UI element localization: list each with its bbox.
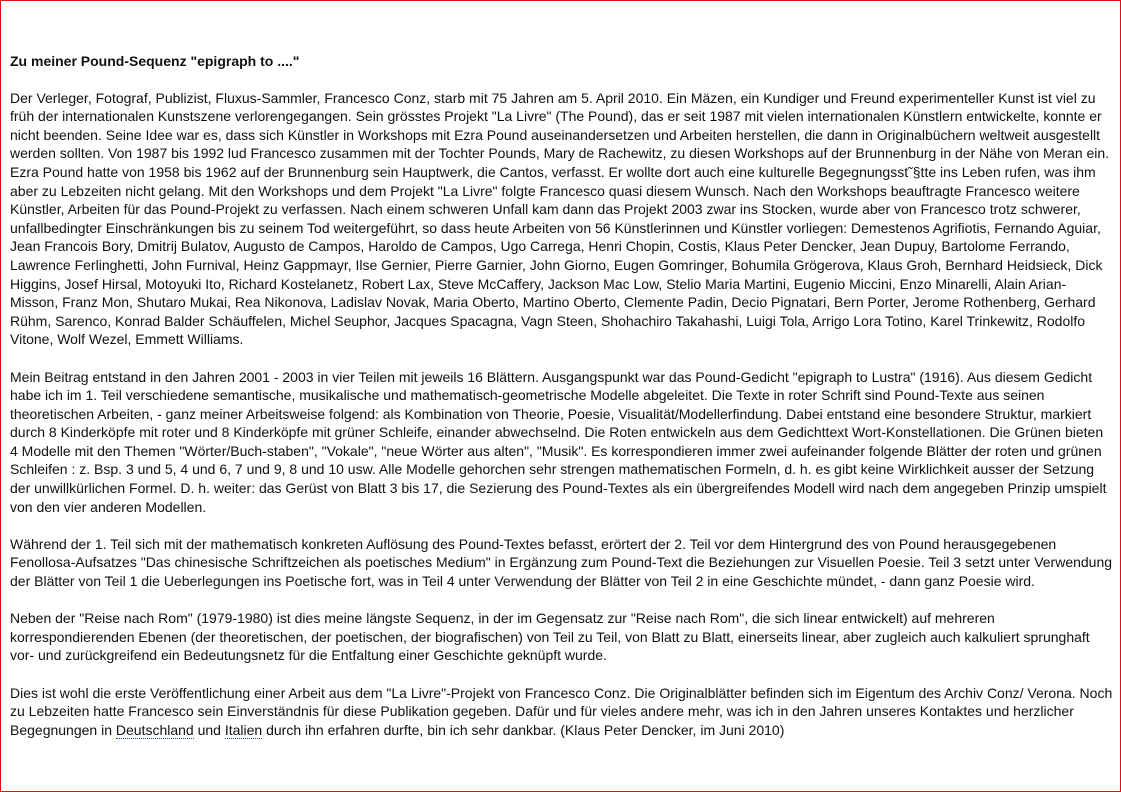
paragraph-5-text-b: und (193, 721, 225, 738)
paragraph-5-text-c: durch ihn erfahren durfte, bin ich sehr dankbar. (Klaus Peter Dencker, im Juni 2010) (262, 721, 785, 738)
paragraph-1: Der Verleger, Fotograf, Publizist, Fluxus-Sammler, Francesco Conz, starb mit 75 Jahren am 5. April 2010. Ein Mäzen, ein Kundiger und Freund experimenteller Kunst ist viel zu früh der internationalen Kunstszene verlorengegangen. Sein grösstes Projekt "La Livre" (The Pound), das er seit 1987 mit vielen internationalen Künstlern entwickelte, konnte er nicht beenden. Seine Idee war es, dass sich Künstler in Workshops mit Ezra Pound auseinandersetzen und Arbeiten herstellen, die dann in Originalbüchern weltweit ausgestellt werden sollten. Von 1987 bis 1992 lud Francesco zusammen mit der Tochter Pounds, Mary de Rachewitz, zu diesen Workshops auf der Brunnenburg in der Nähe von Meran ein. Ezra Pound hatte von 1958 bis 1962 auf der Brunnenburg sein Hauptwerk, die Cantos, verfasst. Er wollte dort auch eine kulturelle Begegnungsst˜§tte ins Leben rufen, was ihm aber zu Lebzeiten nicht gelang. Mit den Workshops und dem Projekt "La Livre" folgte Francesco quasi diesem Wunsch. Nach den Workshops beauftragte Francesco weitere Künstler, Arbeiten für das Pound-Projekt zu verfassen. Nach einem schweren Unfall kam dann das Projekt 2003 zwar ins Stocken, wurde aber von Francesco trotz schwerer, unfallbedingter Einschränkungen bis zu seinem Tod weitergeführt, so dass heute Arbeiten von 56 Künstlerinnen und Künstler vorliegen: Demestenos Agrifiotis, Fernando Aguiar, Jean Francois Bory, Dmitrij Bulatov, Augusto de Campos, Haroldo de Campos, Ugo Carrega, Henri Chopin, Costis, Klaus Peter Dencker, Jean Dupuy, Bartolome Ferrando, Lawrence Ferlinghetti, John Furnival, Heinz Gappmayr, Ilse Gernier, Pierre Garnier, John Giorno, Eugen Gomringer, Bohumila Grögerova, Klaus Groh, Bernhard Heidsieck, Dick Higgins, Josef Hirsal, Motoyuki Ito, Richard Kostelanetz, Robert Lax, Steve McCaffery, Jackson Mac Low, Stelio Maria Martini, Eugenio Miccini, Enzo Minarelli, Alain Arian-Misson, Franz Mon, Shutaro Mukai, Rea Nikonova, Ladislav Novak, Maria Oberto, Martino Oberto, Clemente Padin, Decio Pignatari, Bern Porter, Jerome Rothenberg, Gerhard Rühm, Sarenco, Konrad Balder Schäuffelen, Michel Seuphor, Jacques Spacagna, Vagn Steen, Shohachiro Takahashi, Luigi Tola, Arrigo Lora Totino, Karel Trinkewitz, Rodolfo Vitone, Wolf Wezel, Emmett Williams. (10, 89, 1110, 348)
paragraph-2: Mein Beitrag entstand in den Jahren 2001 - 2003 in vier Teilen mit jeweils 16 Blättern. Ausgangspunkt war das Pound-Gedicht "epigraph to Lustra" (1916). Aus diesem Gedicht habe ich im 1. Teil verschiedene semantische, musikalische und mathematisch-geometrische Modelle abgeleitet. Die Texte in roter Schrift sind Pound-Texte aus seinen theoretischen Arbeiten, - ganz meiner Arbeitsweise folgend: als Kombination von Theorie, Poesie, Visualität/Modellerfindung. Dabei entstand eine besondere Struktur, markiert durch 8 Kinderköpfe mit roter und 8 Kinderköpfe mit grüner Schleife, einander abwechselnd. Die Roten entwickeln aus dem Gedichttext Wort-Konstellationen. Die Grünen bieten 4 Modelle mit den Themen "Wörter/Buch-staben", "Vokale", "neue Wörter aus alten", "Musik". Es korrespondieren immer zwei aufeinander folgende Blätter der roten und grünen Schleifen : z. Bsp. 3 und 5, 4 und 6, 7 und 9, 8 und 10 usw. Alle Modelle gehorchen sehr strengen mathematischen Formeln, d. h. es gibt keine Wirklichkeit ausser der Setzung der unwillkürlichen Formel. D. h. weiter: das Gerüst von Blatt 3 bis 17, die Sezierung des Pound-Textes als ein übergreifendes Modell wird nach dem angegeben Prinzip umspielt von den vier anderen Modellen. (10, 368, 1107, 515)
paragraph-3: Während der 1. Teil sich mit der mathematisch konkreten Auflösung des Pound-Textes befasst, erörtert der 2. Teil vor dem Hintergrund des von Pound herausgegebenen Fenollosa-Aufsatzes "Das chinesische Schriftzeichen als poetisches Medium" in Ergänzung zum Pound-Text die Beziehungen zur Visuellen Poesie. Teil 3 setzt unter Verwendung der Blätter von Teil 1 die Ueberlegungen ins Poetische fort, was in Teil 4 unter Verwendung der Blätter von Teil 2 in eine Geschichte mündet, - dann ganz Poesie wird. (10, 535, 1113, 590)
link-deutschland[interactable]: Deutschland (115, 721, 194, 738)
paragraph-5-text-a: Dies ist wohl die erste Veröffentlichung einer Arbeit aus dem "La Livre"-Projekt von Francesco Conz. Die Originalblätter befinden sich im Eigentum des Archiv Conz/ Verona. Noch zu Lebzeiten hatte Francesco sein Einverständnis für diese Publikation gegeben. Dafür und für vieles andere mehr, was ich in den Jahren unseres Kontaktes und herzlicher Begegnungen in (10, 684, 1113, 738)
page-title: Zu meiner Pound-Sequenz "epigraph to ...." (10, 53, 300, 69)
paragraph-4: Neben der "Reise nach Rom" (1979-1980) ist dies meine längste Sequenz, in der im Gegensatz zur "Reise nach Rom", die sich linear entwickelt) auf mehreren korrespondierenden Ebenen (der theoretischen, der poetischen, der biografischen) von Teil zu Teil, von Blatt zu Blatt, einerseits linear, aber zugleich auch kalkuliert sprunghaft vor- und zurückgreifend ein Bedeutungsnetz für die Entfaltung einer Geschichte geknüpft wurde. (10, 610, 1090, 664)
paragraph-5 (10, 684, 1113, 740)
link-italien[interactable]: Italien (224, 721, 263, 738)
document-body (10, 52, 1113, 758)
